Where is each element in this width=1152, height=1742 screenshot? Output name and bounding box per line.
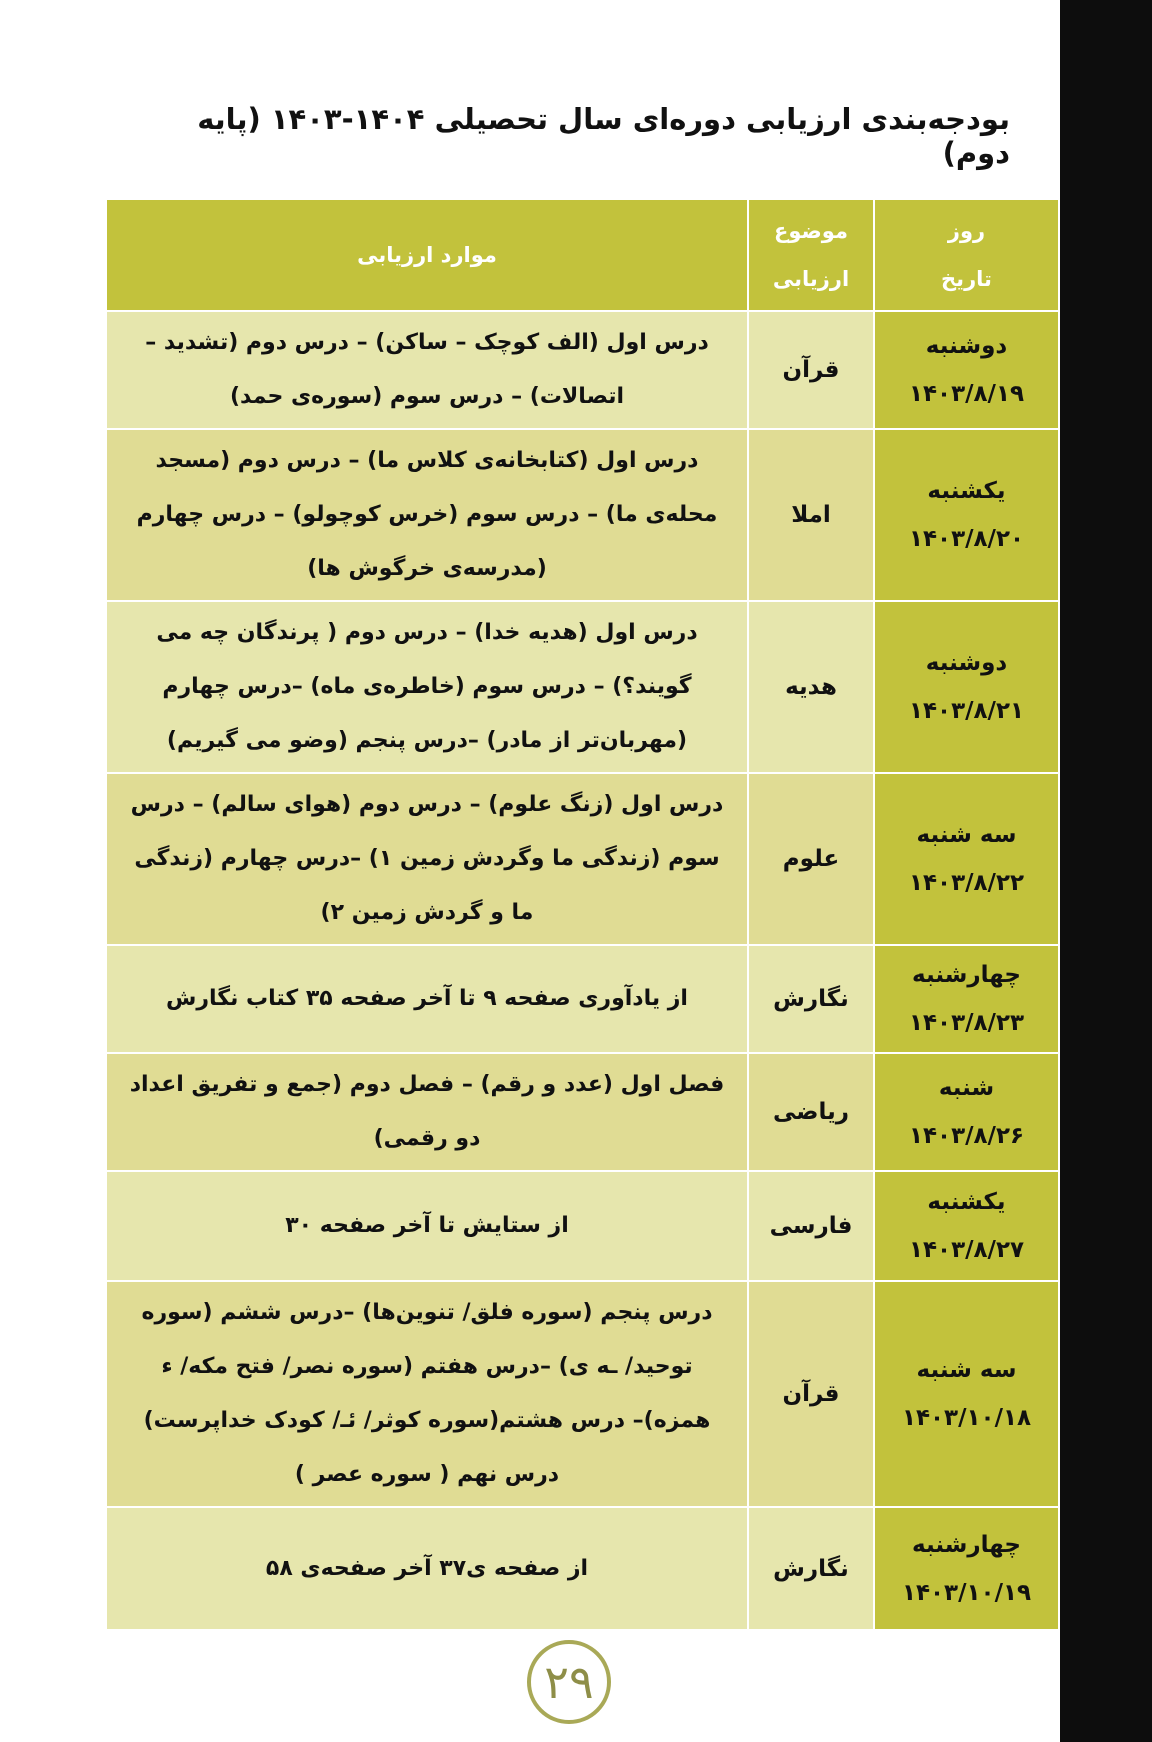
row-items: درس اول (هدیه خدا) – درس دوم ( پرندگان چه می گویند؟) – درس سوم (خاطره‌ی ماه) –درس چهارم (مهربان‌تر از مادر) –درس پنجم (وضو می گیریم): [106, 601, 748, 773]
row-date-cell: [874, 311, 1059, 429]
row-date: ۱۴۰۳/۸/۲۲: [908, 870, 1025, 896]
row-day: چهارشنبه: [912, 1531, 1021, 1558]
page-title: بودجه‌بندی ارزیابی دوره‌ای سال تحصیلی ۱۴۰۴-۱۴۰۳ (پایه دوم): [197, 102, 1010, 170]
row-items: از ستایش تا آخر صفحه ۳۰: [106, 1171, 748, 1281]
row-items: درس اول (زنگ علوم) – درس دوم (هوای سالم) – درس سوم (زندگی ما وگردش زمین ۱) –درس چهارم (زندگی ما و گردش زمین ۲): [106, 773, 748, 945]
row-date: ۱۴۰۳/۸/۲۰: [908, 526, 1025, 552]
row-items: فصل اول (عدد و رقم) – فصل دوم (جمع و تفریق اعداد دو رقمی): [106, 1053, 748, 1171]
table-row: [106, 311, 1059, 429]
row-date-cell: [874, 429, 1059, 601]
row-day: سه شنبه: [916, 1357, 1017, 1383]
row-subject: فارسی: [748, 1171, 874, 1281]
row-day: دوشنبه: [925, 650, 1008, 676]
row-items: از صفحه ی۳۷ آخر صفحه‌ی ۵۸: [106, 1507, 748, 1630]
row-date-cell: [874, 1171, 1059, 1281]
table-header-row: [106, 199, 1059, 311]
row-subject: نگارش: [748, 945, 874, 1053]
table-row: [106, 1053, 1059, 1171]
header-subject-line1: موضوع: [774, 219, 848, 243]
row-day: دوشنبه: [925, 333, 1008, 359]
row-day: یکشنبه: [927, 478, 1006, 504]
table-row: [106, 601, 1059, 773]
row-items: درس اول (الف کوچک – ساکن) – درس دوم (تشدید – اتصالات) – درس سوم (سوره‌ی حمد): [106, 311, 748, 429]
table-row: [106, 1171, 1059, 1281]
row-date: ۱۴۰۳/۸/۲۶: [908, 1123, 1025, 1149]
table-row: [106, 773, 1059, 945]
row-day: شنبه: [938, 1075, 995, 1101]
row-subject: هدیه: [748, 601, 874, 773]
row-items: از یادآوری صفحه ۹ تا آخر صفحه ۳۵ کتاب نگارش: [106, 945, 748, 1053]
row-subject: قرآن: [748, 311, 874, 429]
row-date: ۱۴۰۳/۸/۱۹: [908, 381, 1025, 407]
row-date-cell: [874, 773, 1059, 945]
table-row: [106, 429, 1059, 601]
table-row: [106, 945, 1059, 1053]
row-date-cell: [874, 1281, 1059, 1507]
row-date: ۱۴۰۳/۱۰/۱۸: [901, 1405, 1032, 1431]
row-subject: قرآن: [748, 1281, 874, 1507]
header-date: [874, 199, 1059, 311]
header-items: موارد ارزیابی: [106, 199, 748, 311]
header-date-line2: تاریخ: [941, 267, 992, 291]
row-date: ۱۴۰۳/۸/۲۷: [908, 1237, 1025, 1263]
table-row: [106, 1507, 1059, 1630]
row-subject: املا: [748, 429, 874, 601]
row-items: درس اول (کتابخانه‌ی کلاس ما) – درس دوم (مسجد محله‌ی ما) – درس سوم (خرس کوچولو) – درس چهارم (مدرسه‌ی خرگوش ها): [106, 429, 748, 601]
assessment-budget-table: [105, 198, 1060, 1631]
right-edge-bar: [1060, 0, 1152, 1742]
row-date: ۱۴۰۳/۸/۲۱: [908, 698, 1025, 724]
row-date: ۱۴۰۳/۱۰/۱۹: [901, 1579, 1032, 1606]
page-number: ۲۹: [527, 1640, 611, 1724]
row-date: ۱۴۰۳/۸/۲۳: [908, 1010, 1025, 1036]
row-date-cell: [874, 945, 1059, 1053]
row-items: درس پنجم (سوره فلق/ تنوین‌ها) –درس ششم (سوره توحید/ ـه ی) –درس هفتم (سوره نصر/ فتح مکه/ ء همزه)– درس هشتم(سوره کوثر/ ئـ/ کودک خداپرست) درس نهم ( سوره عصر ): [106, 1281, 748, 1507]
table-row: [106, 1281, 1059, 1507]
row-date-cell: [874, 1507, 1059, 1630]
row-subject: علوم: [748, 773, 874, 945]
header-date-line1: روز: [947, 219, 986, 243]
row-day: سه شنبه: [916, 822, 1017, 848]
row-date-cell: [874, 1053, 1059, 1171]
header-subject: [748, 199, 874, 311]
row-subject: نگارش: [748, 1507, 874, 1630]
row-day: چهارشنبه: [912, 962, 1021, 988]
row-subject: ریاضی: [748, 1053, 874, 1171]
header-subject-line2: ارزیابی: [772, 267, 850, 291]
row-day: یکشنبه: [927, 1189, 1006, 1215]
row-date-cell: [874, 601, 1059, 773]
